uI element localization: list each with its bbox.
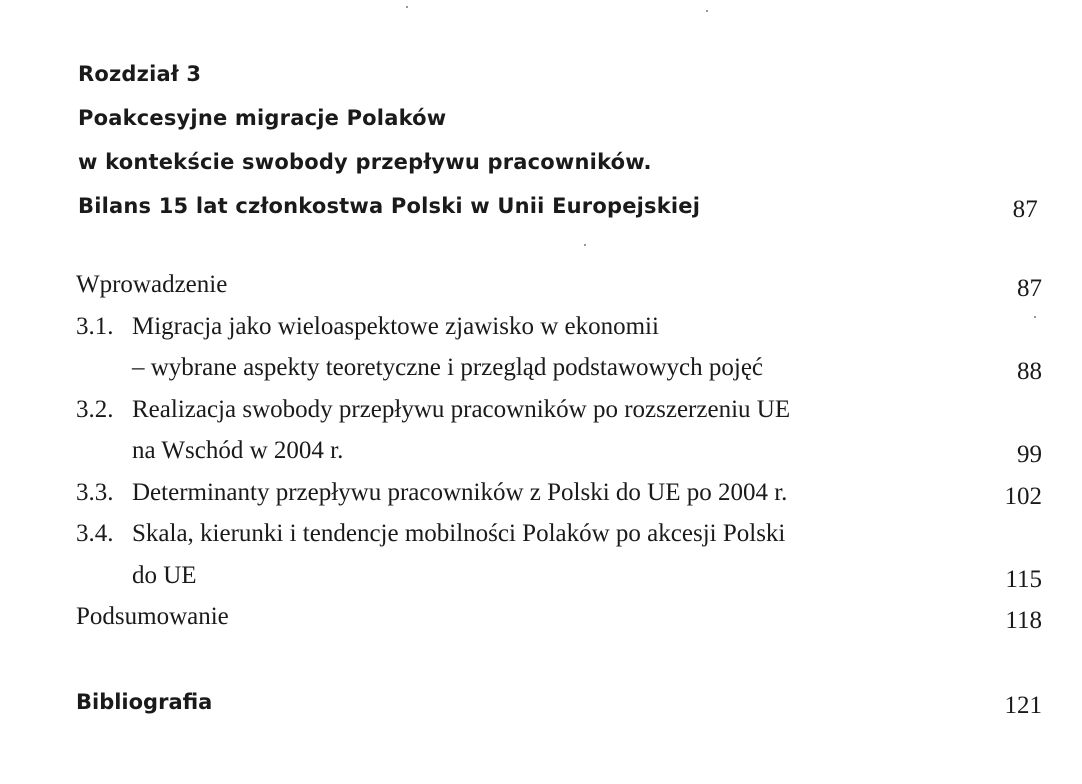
toc-entry-page: 115: [1005, 565, 1042, 593]
section-number: 3.2.: [76, 395, 114, 423]
chapter-title-line-3: [78, 184, 1038, 228]
chapter-title-line-2: w kontekście swobody przepływu pracowników.: [78, 150, 652, 174]
toc-entry-title: Wprowadzenie: [76, 271, 228, 298]
section-number: 3.4.: [76, 520, 114, 547]
chapter-page-number: 87: [1012, 196, 1038, 223]
section-number: 3.1.: [76, 312, 114, 340]
chapter-title-line-3-text: Bilans 15 lat członkostwa Polski w Unii Europejskiej: [78, 194, 701, 218]
scan-speck: [584, 244, 586, 246]
section-title-line-1: Migracja jako wieloaspektowe zjawisko w ekonomii: [132, 312, 659, 340]
chapter-label: Rozdział 3: [78, 62, 202, 86]
toc-entry-3-4: [76, 513, 1042, 596]
toc-entry-3-2: [76, 389, 1042, 472]
chapter-heading: [78, 52, 1038, 228]
scan-speck: [706, 10, 708, 12]
toc-entry-intro: [76, 264, 1042, 306]
toc-entry-summary: [76, 596, 1042, 638]
toc-entry-page: 99: [1017, 441, 1042, 468]
toc-entry-page: 118: [1005, 607, 1042, 634]
section-title-line-2: do UE: [132, 561, 197, 589]
chapter-title-line-1: Poakcesyjne migracje Polaków: [78, 106, 447, 130]
toc-entry-title: Podsumowanie: [76, 603, 229, 630]
scan-speck: [1034, 316, 1036, 318]
section-title-line-1: Determinanty przepływu pracowników z Polski do UE po 2004 r.: [132, 478, 788, 506]
section-title-line-2: na Wschód w 2004 r.: [132, 437, 344, 464]
toc-entry-page: 87: [1017, 275, 1042, 302]
section-title-line-1: Skala, kierunki i tendencje mobilności Polaków po akcesji Polski: [132, 520, 786, 547]
section-title-line-1: Realizacja swobody przepływu pracowników po rozszerzeniu UE: [132, 395, 791, 423]
toc-entry-page: 88: [1017, 358, 1042, 385]
section-number: 3.3.: [76, 478, 114, 506]
bibliography-page: 121: [1004, 692, 1042, 719]
section-title-line-2: – wybrane aspekty teoretyczne i przegląd podstawowych pojęć: [132, 354, 764, 381]
toc-entry-page: 102: [1004, 482, 1042, 510]
scan-speck: [406, 6, 408, 8]
toc-list: [76, 264, 1042, 638]
bibliography-entry: [76, 680, 1042, 724]
bibliography-title: Bibliografia: [76, 690, 213, 714]
toc-entry-3-3: [76, 472, 1042, 514]
toc-entry-3-1: [76, 306, 1042, 389]
